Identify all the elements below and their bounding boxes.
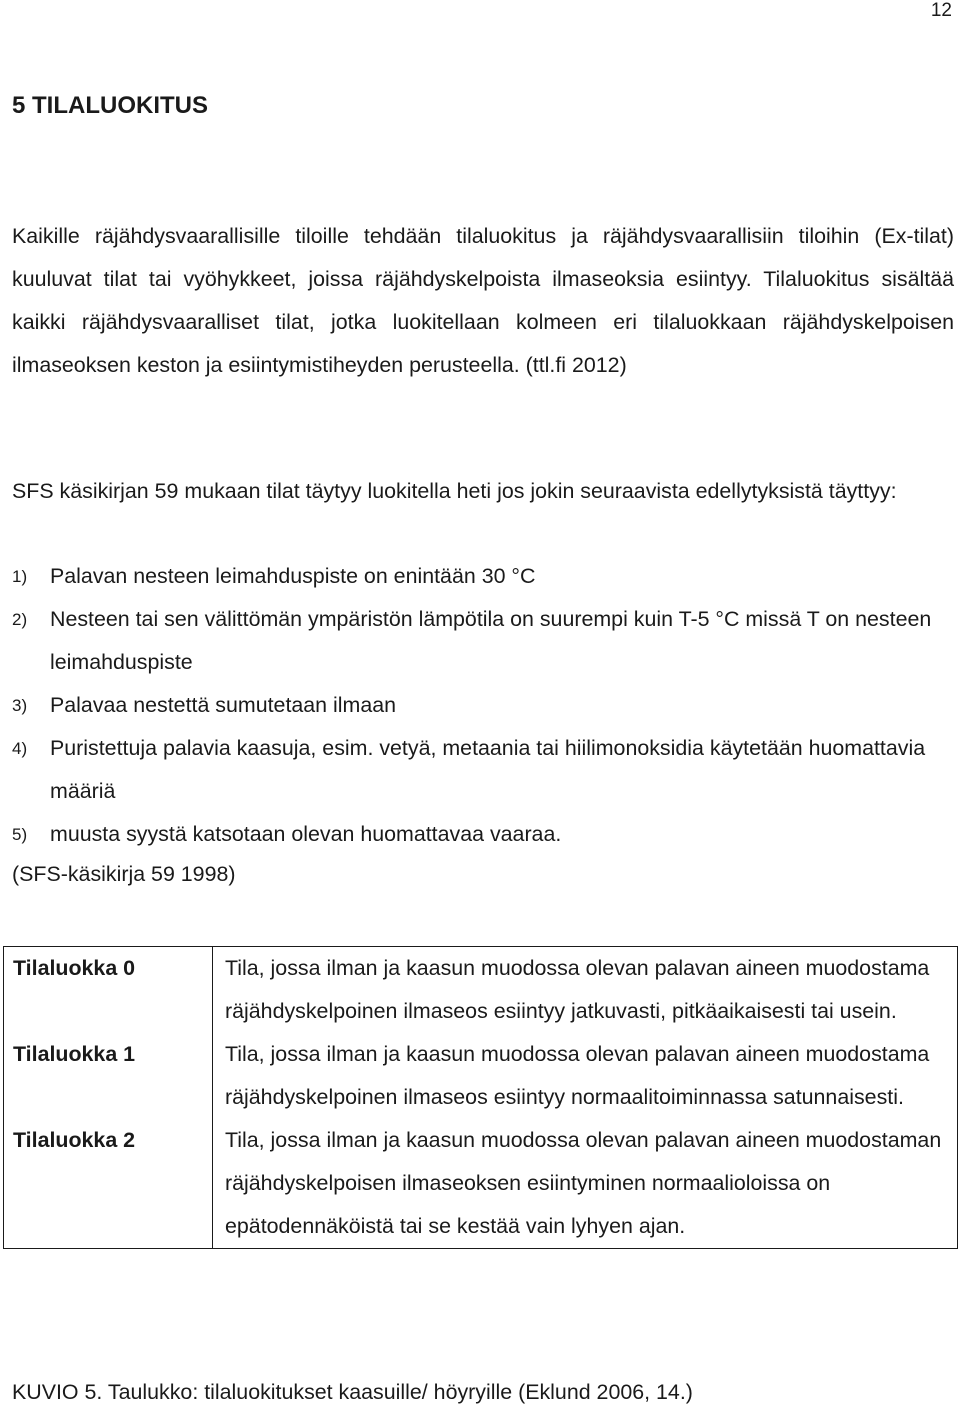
list-item-text: Puristettuja palavia kaasuja, esim. vetyä, metaania tai hiilimonoksidia käytetään huomattavia määriä [50, 736, 926, 803]
list-item [12, 555, 952, 598]
list-item [12, 684, 952, 727]
zone-description-cell: Tila, jossa ilman ja kaasun muodossa olevan palavan aineen muodostama räjähdyskelpoinen ilmaseos esiintyy jatkuvasti, pitkäaikaisesti tai usein. [213, 947, 958, 1034]
figure-caption: KUVIO 5. Taulukko: tilaluokitukset kaasuille/ höyryille (Eklund 2006, 14.) [12, 1380, 693, 1404]
list-item [12, 813, 952, 856]
zone-class-cell: Tilaluokka 0 [4, 947, 213, 1034]
table-row [4, 947, 958, 1034]
table-row [4, 1119, 958, 1249]
intro-paragraph: Kaikille räjähdysvaarallisille tiloille tehdään tilaluokitus ja räjähdysvaarallisiin tiloihin (Ex-tilat) kuuluvat tilat tai vyöhykkeet, joissa räjähdyskelpoista ilmaseoksia esiintyy. Tilaluokitus sisältää kaikki räjähdysvaaralliset tilat, jotka luokitellaan kolmeen eri tilaluokkaan räjähdyskelpoisen ilmaseoksen keston ja esiintymistiheyden perusteella. (ttl.fi 2012) [12, 224, 954, 377]
list-item-number: 2) [12, 610, 28, 629]
list-item [12, 727, 952, 813]
zone-description-cell: Tila, jossa ilman ja kaasun muodossa olevan palavan aineen muodostama räjähdyskelpoinen ilmaseos esiintyy normaalitoiminnassa satunnaisesti. [213, 1033, 958, 1119]
zone-class-cell: Tilaluokka 1 [4, 1033, 213, 1119]
list-item-text: Palavaa nestettä sumutetaan ilmaan [50, 693, 397, 717]
zone-description-cell: Tila, jossa ilman ja kaasun muodossa olevan palavan aineen muodostaman räjähdyskelpoisen ilmaseoksen esiintyminen normaalioloissa on epätodennäköistä tai se kestää vain lyhyen ajan. [213, 1119, 958, 1249]
section-heading: 5 TILALUOKITUS [12, 92, 208, 119]
zone-class-cell: Tilaluokka 2 [4, 1119, 213, 1249]
list-item-number: 3) [12, 696, 28, 715]
source-citation: (SFS-käsikirja 59 1998) [12, 862, 236, 886]
list-item-number: 4) [12, 739, 28, 758]
zone-classification-table [3, 946, 958, 1249]
page-number: 12 [930, 0, 952, 21]
list-item-text: muusta syystä katsotaan olevan huomattavaa vaaraa. [50, 822, 562, 846]
list-item-text: Palavan nesteen leimahduspiste on enintään 30 °C [50, 564, 536, 588]
list-item-number: 1) [12, 567, 28, 586]
list-item-number: 5) [12, 825, 28, 844]
conditions-list [12, 555, 952, 856]
list-item-text: Nesteen tai sen välittömän ympäristön lämpötila on suurempi kuin T-5 °C missä T on nesteen leimahduspiste [50, 607, 932, 674]
table-row [4, 1033, 958, 1119]
conditions-intro-paragraph: SFS käsikirjan 59 mukaan tilat täytyy luokitella heti jos jokin seuraavista edellytyksistä täyttyy: [12, 479, 897, 503]
list-item [12, 598, 952, 684]
